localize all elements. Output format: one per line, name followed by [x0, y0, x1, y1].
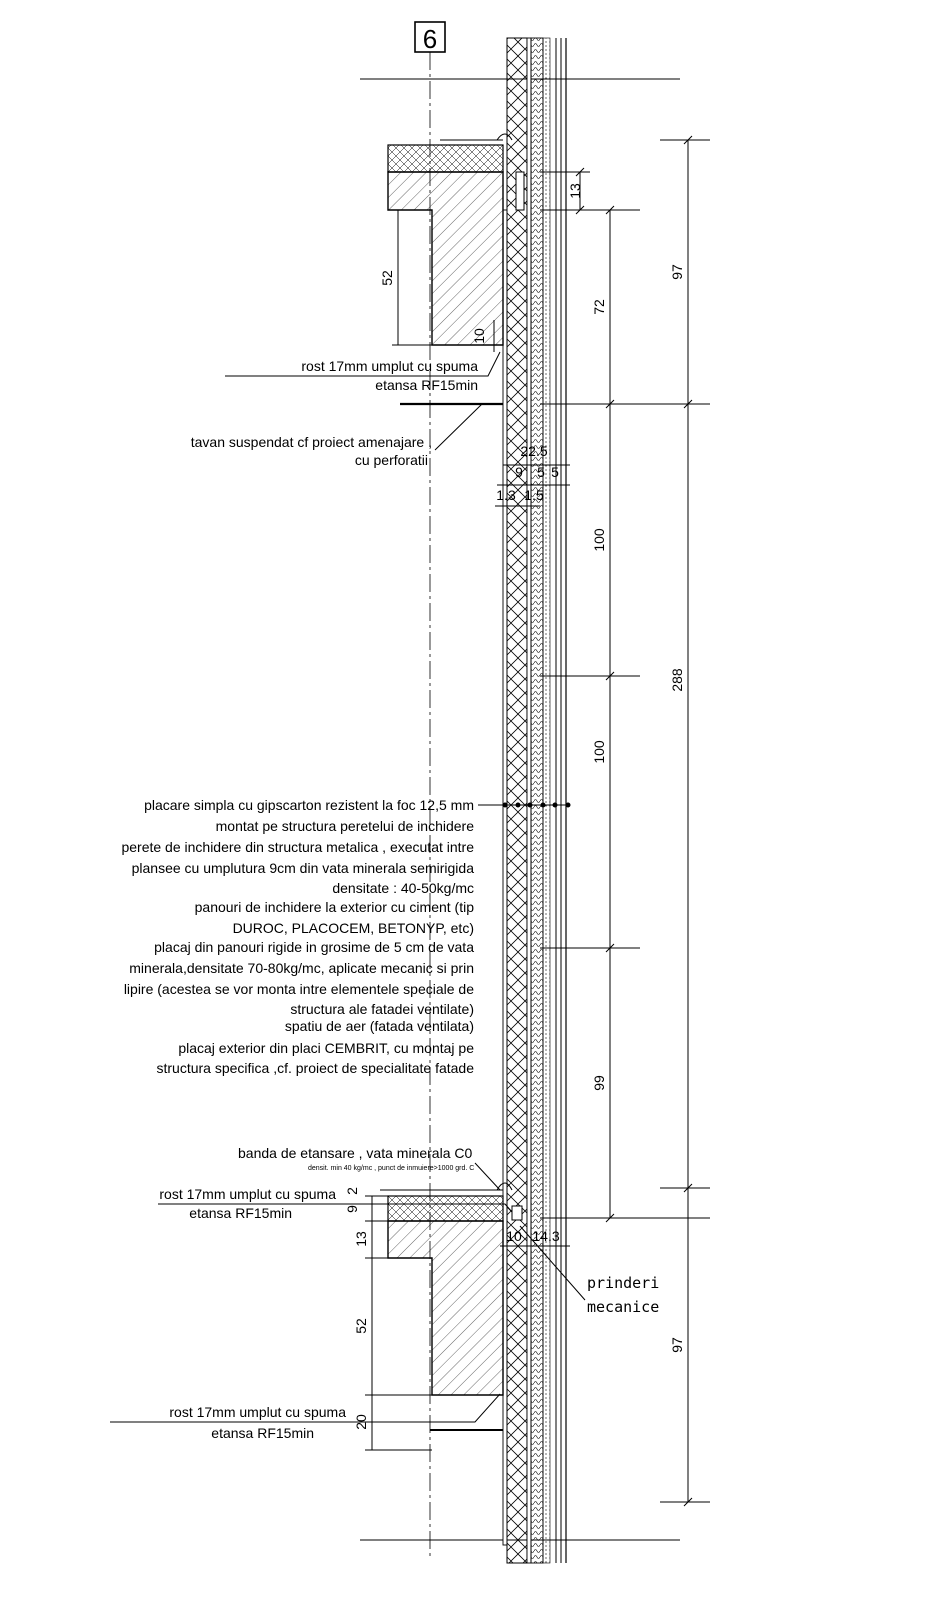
cement-board-layer [527, 38, 531, 1563]
air-space [543, 38, 550, 1563]
note-layer-7: placaj din panouri rigide in grosime de 5 cm de vata [154, 939, 474, 955]
note-banda-2: densit. min 40 kg/mc , punct de inmuiere>1000 grd. C [308, 1165, 475, 1172]
note-layer-3: plansee cu umplutura 9cm din vata minerala semirigida [131, 860, 474, 876]
note-rost-top-2: etansa RF15min [375, 377, 478, 393]
note-layer-1: montat pe structura peretelui de inchidere [215, 818, 474, 834]
dim-9b: 9 [344, 1205, 360, 1213]
note-rost-top-1: rost 17mm umplut cu spuma [301, 358, 478, 374]
dim-288: 288 [669, 668, 685, 692]
dim-99: 99 [591, 1075, 607, 1091]
rigid-wool-panels [531, 38, 543, 1563]
note-prinderi-1: prinderi [587, 1274, 660, 1292]
note-layer-10: structura ale fatadei ventilate) [290, 1001, 474, 1017]
note-rost-mid-1: rost 17mm umplut cu spuma [159, 1186, 336, 1202]
note-rost-mid-2: etansa RF15min [189, 1205, 292, 1221]
mineral-wool-infill [507, 38, 527, 1563]
note-layer-5: panouri de inchidere la exterior cu ciment (tip [194, 899, 474, 915]
bottom-slab-concrete [388, 1221, 503, 1395]
axis-label: 6 [422, 24, 438, 54]
dim-5b: 5 [551, 464, 559, 480]
dim-52-top: 52 [379, 270, 395, 286]
note-layer-0: placare simpla cu gipscarton rezistent la foc 12,5 mm [144, 797, 474, 813]
dim-13-bot: 13 [353, 1231, 369, 1247]
note-layer-11: spatiu de aer (fatada ventilata) [284, 1018, 474, 1034]
dim-97-bot: 97 [669, 1337, 685, 1353]
dim-52-bot: 52 [353, 1318, 369, 1334]
dim-22-5: 22.5 [520, 443, 548, 459]
note-tavan-2: cu perforatii [354, 452, 428, 468]
top-slab-concrete [388, 172, 503, 345]
dim-72: 72 [591, 299, 607, 315]
note-prinderi-2: mecanice [587, 1298, 660, 1316]
dim-10-top: 10 [471, 328, 487, 344]
top-edge-profile [516, 172, 524, 210]
bottom-edge-profile [512, 1206, 522, 1220]
dim-10-bot: 10 [506, 1228, 522, 1244]
dim-1-3: 1.3 [496, 487, 516, 503]
note-rost-bot-1: rost 17mm umplut cu spuma [169, 1404, 346, 1420]
dim-1-5: 1.5 [524, 487, 544, 503]
note-layer-2: perete de inchidere din structura metalica , executat intre [121, 839, 474, 855]
top-slab-screed [388, 145, 503, 172]
dim-100b: 100 [591, 740, 607, 764]
bottom-slab-screed [388, 1196, 503, 1221]
dim-5a: 5 [537, 464, 545, 480]
note-layer-12: placaj exterior din placi CEMBRIT, cu montaj pe [178, 1040, 474, 1056]
note-layer-8: minerala,densitate 70-80kg/mc, aplicate mecanic si prin [129, 960, 474, 976]
bottom-slab [380, 1183, 522, 1430]
note-tavan-1: tavan suspendat cf proiect amenajare , [190, 434, 432, 450]
note-layer-6: DUROC, PLACOCEM, BETONYP, etc) [232, 920, 474, 936]
note-banda-1: banda de etansare , vata minerala C0 [238, 1145, 473, 1161]
dim-20: 20 [353, 1414, 369, 1430]
dim-97-top: 97 [669, 264, 685, 280]
dim-13-top: 13 [567, 183, 583, 199]
annotations [121, 358, 659, 1441]
note-layer-9: lipire (acestea se vor monta intre elementele speciale de [123, 981, 474, 997]
dim-2: 2 [344, 1187, 360, 1195]
dim-100a: 100 [591, 528, 607, 552]
note-layer-4: densitate : 40-50kg/mc [332, 880, 474, 896]
wall-assembly [503, 38, 566, 1563]
top-slab [388, 134, 524, 345]
note-rost-bot-2: etansa RF15min [211, 1425, 314, 1441]
dim-14-3: 14.3 [532, 1228, 560, 1244]
note-layer-13: structura specifica ,cf. proiect de specialitate fatade [156, 1060, 474, 1076]
dim-9: 9 [515, 464, 523, 480]
